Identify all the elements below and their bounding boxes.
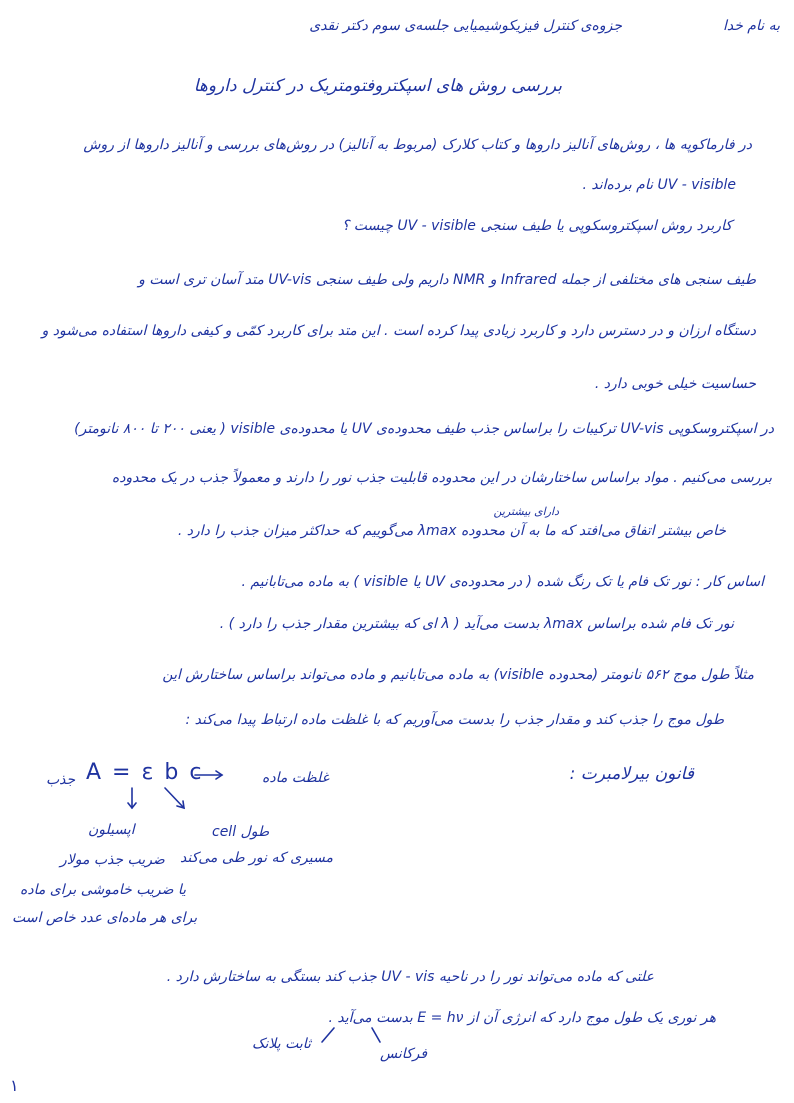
- page-title: بررسی روش های اسپکتروفتومتریک در کنترل داروها: [193, 76, 562, 96]
- epsilon-name: اپسیلون: [88, 822, 135, 838]
- cell-length-title: طول cell: [212, 824, 270, 840]
- example-line-1: مثلاً طول موج ۵۶۲ نانومتر (محدوده visible) به ماده می‌تابانیم و ماده می‌تواند براساس ساختارش این: [162, 667, 754, 683]
- concentration-label: غلظت ماده: [262, 770, 329, 786]
- arrow-h-down: [322, 1028, 334, 1042]
- paragraph-2-line-1: طیف سنجی های مختلفی از جمله Infrared و NMR داریم ولی طیف سنجی UV-vis متد آسان تری است و: [138, 272, 756, 288]
- paragraph-3-line-3: خاص بیشتر اتفاق می‌افتد که ما به آن محدوده λmax می‌گوییم که حداکثر میزان جذب را دارد .: [177, 523, 726, 539]
- arrow-nu-down: [372, 1028, 380, 1042]
- basis-line-2: نور تک فام شده براساس λmax بدست می‌آید ( λ ای که بیشترین مقدار جذب را دارد ) .: [219, 616, 734, 632]
- epsilon-desc-1: ضریب جذب مولار: [60, 852, 165, 868]
- end-line-2: هر نوری یک طول موج دارد که انرژی آن از E = hν بدست می‌آید .: [328, 1010, 716, 1026]
- paragraph-1-line-1: در فارماکوپه ها ، روش‌های آنالیز داروها و کتاب کلارک (مربوط به آنالیز) در روش‌های بررسی و آنالیز داروها از روش: [83, 137, 752, 153]
- epsilon-desc-3: برای هر ماده‌ای عدد خاص است: [12, 910, 198, 926]
- planck-label: ثابت پلانک: [252, 1036, 311, 1052]
- paragraph-2-line-3: حساسیت خیلی خوبی دارد .: [594, 376, 756, 392]
- paragraph-3-line-1: در اسپکتروسکوپی UV-vis ترکیبات را براساس جذب طیف محدوده‌ی UV یا محدوده‌ی visible ( یعنی ۲۰۰ تا ۸۰۰ نانومتر): [74, 421, 774, 437]
- absorbance-label: جذب: [46, 772, 76, 788]
- paragraph-2-line-2: دستگاه ارزان و در دسترس دارد و کاربرد زیادی پیدا کرده است . این متد برای کاربرد کمّی و کیفی داروها استفاده می‌شود و: [41, 323, 756, 339]
- question-line: کاربرد روش اسپکتروسکوپی یا طیف سنجی UV - visible چیست ؟: [341, 218, 732, 234]
- paragraph-1-line-2: UV - visible نام برده‌اند .: [582, 177, 736, 193]
- beer-lambert-label: قانون بیرلامبرت :: [569, 764, 694, 784]
- basis-line-1: اساس کار : نور تک فام یا تک رنگ شده ( در محدوده‌ی UV یا visible ) به ماده می‌تابانیم .: [241, 574, 764, 590]
- arrow-b-down: [165, 788, 184, 808]
- bismillah: به نام خدا: [722, 18, 780, 34]
- paragraph-3-note: دارای بیشترین: [493, 505, 559, 518]
- course-title: جزوه‌ی کنترل فیزیکوشیمیایی جلسه‌ی سوم دکتر نقدی: [309, 18, 622, 34]
- frequency-label: فرکانس: [380, 1046, 428, 1062]
- page-number: ۱: [10, 1076, 19, 1095]
- end-line-1: علتی که ماده می‌تواند نور را در ناحیه UV - vis جذب کند بستگی به ساختارش دارد .: [166, 969, 654, 985]
- epsilon-desc-2: یا ضریب خاموشی برای ماده: [20, 882, 187, 898]
- beer-lambert-formula: A = ε b c: [86, 760, 204, 785]
- example-line-2: طول موج را جذب کند و مقدار جذب را بدست می‌آوریم که با غلظت ماده ارتباط پیدا می‌کند :: [185, 712, 724, 728]
- paragraph-3-line-2: بررسی می‌کنیم . مواد براساس ساختارشان در این محدوده قابلیت جذب نور را دارند و معمولاً جذب در یک محدوده: [111, 470, 772, 486]
- cell-length-desc: مسیری که نور طی می‌کند: [180, 850, 333, 866]
